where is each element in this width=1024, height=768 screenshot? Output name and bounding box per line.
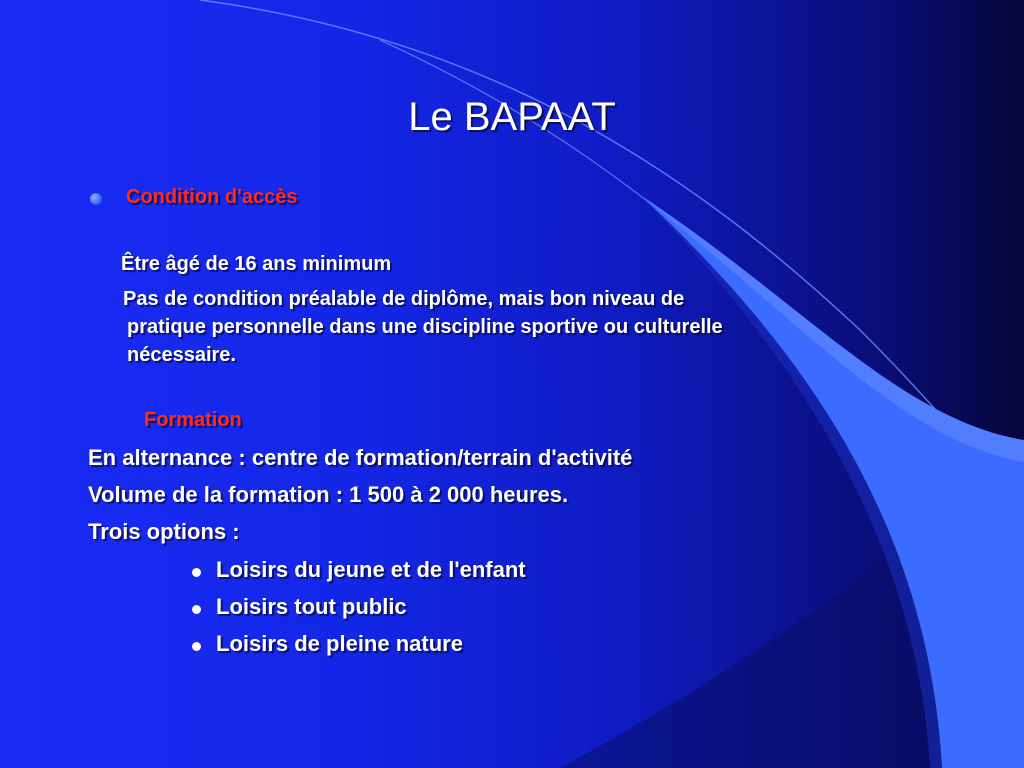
options-heading: Trois options : — [88, 519, 240, 544]
condition-heading: Condition d'accès — [126, 186, 298, 208]
option-item: Loisirs du jeune et de l'enfant — [216, 557, 526, 582]
alternance-text: En alternance : centre de formation/terrain d'activité — [88, 445, 633, 470]
volume-text: Volume de la formation : 1 500 à 2 000 heures. — [88, 482, 569, 507]
option-item: Loisirs de pleine nature — [216, 631, 463, 656]
option-item: Loisirs tout public — [216, 594, 407, 619]
dot-bullet-icon — [192, 568, 201, 577]
dot-bullet-icon — [192, 642, 201, 651]
diploma-text-line-1: Pas de condition préalable de diplôme, mais bon niveau de — [123, 288, 685, 310]
diploma-text-line-3: nécessaire. — [127, 344, 236, 366]
slide-title: Le BAPAAT — [408, 95, 616, 139]
diploma-text-line-2: pratique personnelle dans une discipline sportive ou culturelle — [127, 316, 723, 338]
round-bullet-icon — [90, 193, 102, 205]
age-requirement-text: Être âgé de 16 ans minimum — [121, 253, 392, 275]
formation-heading: Formation — [144, 409, 242, 431]
dot-bullet-icon — [192, 605, 201, 614]
